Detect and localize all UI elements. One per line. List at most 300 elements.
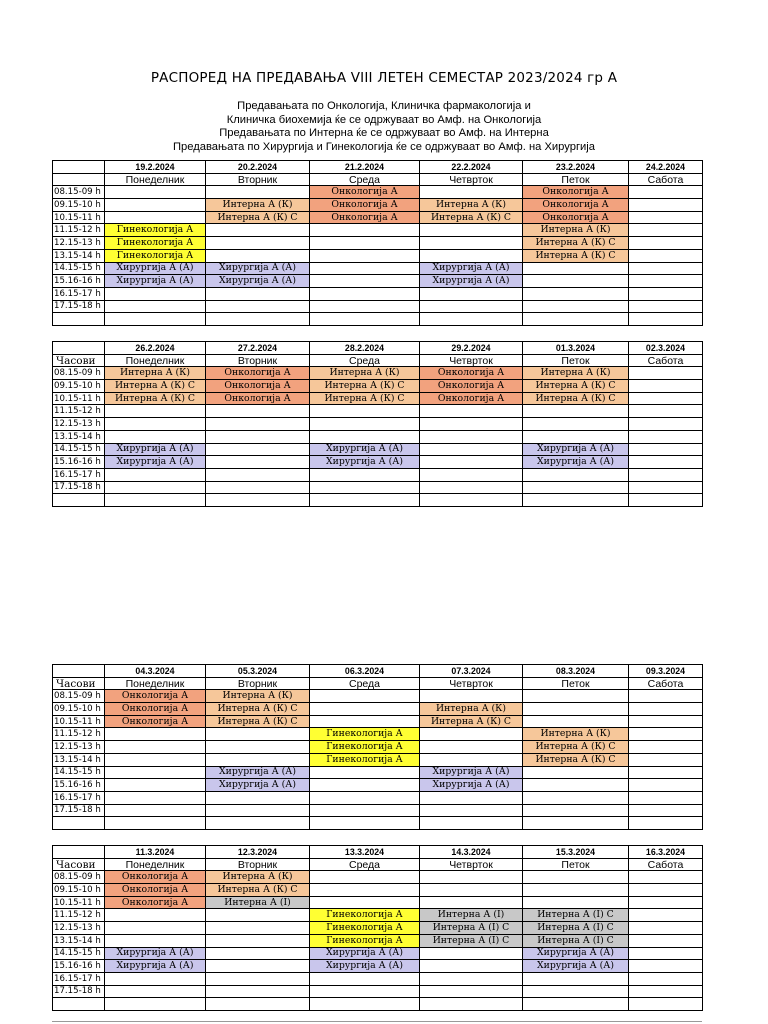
empty-cell (420, 430, 523, 443)
empty-cell (420, 224, 523, 237)
note-line: Клиничка биохемија ќе се одржуваат во Амф. на Онкологија (226, 113, 542, 126)
empty-cell (420, 804, 523, 817)
empty-cell (629, 934, 703, 947)
empty-cell (206, 934, 310, 947)
empty-cell (629, 300, 703, 313)
lecture-cell: Интерна А (К) (105, 367, 206, 380)
day-cell: Понеделник (105, 858, 206, 871)
empty-cell (310, 249, 420, 262)
empty-cell (420, 481, 523, 494)
empty-cell (206, 728, 310, 741)
empty-cell (523, 430, 629, 443)
time-cell: 16.15-17 h (53, 287, 105, 300)
time-cell: 10.15-11 h (53, 392, 105, 405)
empty-cell (629, 728, 703, 741)
empty-cell (105, 972, 206, 985)
empty-cell (629, 741, 703, 754)
time-slot-row (53, 871, 703, 884)
note-line: Предавањата по Онкологија, Клиничка фармакологија и (237, 100, 531, 112)
day-cell: Сабота (629, 858, 703, 871)
empty-cell (206, 224, 310, 237)
empty-cell (105, 494, 206, 507)
lecture-cell: Хирургија А (А) (206, 275, 310, 288)
empty-cell (629, 804, 703, 817)
empty-cell (206, 985, 310, 998)
empty-cell (206, 300, 310, 313)
time-slot-row (53, 715, 703, 728)
time-slot-row (53, 791, 703, 804)
empty-cell (420, 998, 523, 1011)
dates-row (53, 342, 703, 355)
empty-cell (523, 405, 629, 418)
days-row (53, 354, 703, 367)
empty-cell (629, 703, 703, 716)
time-cell: 14.15-15 h (53, 947, 105, 960)
empty-cell (310, 766, 420, 779)
empty-cell (523, 494, 629, 507)
empty-cell (629, 405, 703, 418)
empty-cell (310, 703, 420, 716)
empty-cell (310, 985, 420, 998)
date-cell: 07.3.2024 (420, 665, 523, 678)
time-slot-row (53, 468, 703, 481)
hours-header: Часови (53, 858, 105, 871)
lecture-cell: Интерна А (К) С (420, 715, 523, 728)
empty-cell (310, 262, 420, 275)
empty-cell (629, 766, 703, 779)
empty-cell (105, 300, 206, 313)
lecture-cell: Хирургија А (А) (206, 262, 310, 275)
date-cell: 22.2.2024 (420, 161, 523, 174)
time-cell: 15.16-16 h (53, 960, 105, 973)
date-cell: 23.2.2024 (523, 161, 629, 174)
empty-cell (420, 313, 523, 326)
empty-cell (629, 392, 703, 405)
lecture-cell: Хирургија А (А) (105, 275, 206, 288)
time-cell: 16.15-17 h (53, 791, 105, 804)
empty-cell (523, 985, 629, 998)
empty-cell (523, 287, 629, 300)
date-cell: 16.3.2024 (629, 846, 703, 859)
lecture-cell: Онкологија А (206, 380, 310, 393)
lecture-cell: Интерна А (К) С (420, 211, 523, 224)
empty-cell (629, 468, 703, 481)
empty-cell (206, 753, 310, 766)
time-cell: 08.15-09 h (53, 186, 105, 199)
empty-cell (310, 690, 420, 703)
lecture-cell: Онкологија А (310, 199, 420, 212)
empty-cell (420, 960, 523, 973)
empty-cell (523, 275, 629, 288)
empty-cell (523, 715, 629, 728)
empty-cell (523, 481, 629, 494)
empty-cell (105, 741, 206, 754)
time-cell: 16.15-17 h (53, 972, 105, 985)
time-cell: 08.15-09 h (53, 690, 105, 703)
lecture-cell: Интерна А (К) (523, 728, 629, 741)
lecture-cell: Интерна А (I) С (523, 922, 629, 935)
lecture-cell: Хирургија А (А) (420, 275, 523, 288)
empty-cell (105, 481, 206, 494)
lecture-cell: Онкологија А (310, 211, 420, 224)
hours-header: Часови (53, 677, 105, 690)
time-slot-row (53, 766, 703, 779)
empty-cell (310, 972, 420, 985)
lecture-cell: Онкологија А (420, 380, 523, 393)
time-slot-row (53, 199, 703, 212)
time-slot-row (53, 909, 703, 922)
time-cell (53, 494, 105, 507)
empty-cell (206, 998, 310, 1011)
time-cell: 13.15-14 h (53, 934, 105, 947)
empty-cell (420, 287, 523, 300)
day-cell: Петок (523, 354, 629, 367)
lecture-cell: Интерна А (К) (420, 199, 523, 212)
day-cell: Понеделник (105, 173, 206, 186)
day-cell: Вторник (206, 354, 310, 367)
empty-cell (310, 287, 420, 300)
day-cell: Вторник (206, 677, 310, 690)
lecture-cell: Интерна А (К) (523, 367, 629, 380)
empty-cell (420, 249, 523, 262)
empty-cell (206, 960, 310, 973)
day-cell: Четврток (420, 354, 523, 367)
empty-cell (523, 468, 629, 481)
empty-cell (523, 791, 629, 804)
lecture-cell: Хирургија А (А) (105, 443, 206, 456)
day-cell: Понеделник (105, 677, 206, 690)
empty-cell (206, 249, 310, 262)
empty-cell (310, 224, 420, 237)
empty-cell (629, 922, 703, 935)
empty-cell (420, 947, 523, 960)
lecture-cell: Онкологија А (105, 884, 206, 897)
empty-cell (523, 690, 629, 703)
empty-cell (206, 468, 310, 481)
dates-row (53, 846, 703, 859)
date-cell: 20.2.2024 (206, 161, 310, 174)
empty-cell (629, 199, 703, 212)
lecture-cell: Онкологија А (206, 367, 310, 380)
time-cell: 13.15-14 h (53, 249, 105, 262)
day-cell: Вторник (206, 173, 310, 186)
lecture-cell: Онкологија А (105, 896, 206, 909)
empty-cell (629, 313, 703, 326)
empty-cell (105, 211, 206, 224)
empty-cell (206, 494, 310, 507)
time-cell: 11.15-12 h (53, 909, 105, 922)
time-slot-row (53, 947, 703, 960)
empty-cell (206, 418, 310, 431)
day-cell: Сабота (629, 677, 703, 690)
empty-cell (629, 456, 703, 469)
lecture-cell: Интерна А (I) (420, 909, 523, 922)
time-cell: 12.15-13 h (53, 922, 105, 935)
time-slot-row (53, 494, 703, 507)
lecture-cell: Онкологија А (105, 690, 206, 703)
lecture-cell: Гинекологија А (310, 922, 420, 935)
empty-cell (523, 817, 629, 830)
lecture-cell: Интерна А (К) С (206, 715, 310, 728)
lecture-cell: Хирургија А (А) (523, 456, 629, 469)
time-slot-row (53, 779, 703, 792)
day-cell: Сабота (629, 173, 703, 186)
lecture-cell: Онкологија А (105, 703, 206, 716)
lecture-cell: Гинекологија А (310, 909, 420, 922)
day-cell: Четврток (420, 858, 523, 871)
empty-cell (105, 287, 206, 300)
time-slot-row (53, 703, 703, 716)
empty-cell (310, 405, 420, 418)
empty-cell (629, 494, 703, 507)
date-cell: 11.3.2024 (105, 846, 206, 859)
empty-cell (310, 817, 420, 830)
lecture-cell: Онкологија А (206, 392, 310, 405)
lecture-cell: Интерна А (К) С (523, 249, 629, 262)
corner-cell (53, 665, 105, 678)
lecture-cell: Хирургија А (А) (310, 443, 420, 456)
day-cell: Среда (310, 677, 420, 690)
lecture-cell: Хирургија А (А) (310, 456, 420, 469)
time-slot-row (53, 456, 703, 469)
empty-cell (629, 871, 703, 884)
time-cell: 14.15-15 h (53, 766, 105, 779)
empty-cell (629, 690, 703, 703)
time-cell (53, 313, 105, 326)
empty-cell (310, 275, 420, 288)
empty-cell (206, 817, 310, 830)
empty-cell (105, 791, 206, 804)
date-cell: 02.3.2024 (629, 342, 703, 355)
time-slot-row (53, 405, 703, 418)
time-cell: 09.15-10 h (53, 380, 105, 393)
lecture-cell: Онкологија А (420, 392, 523, 405)
lecture-cell: Онкологија А (310, 186, 420, 199)
lecture-cell: Интерна А (К) (310, 367, 420, 380)
empty-cell (206, 430, 310, 443)
empty-cell (105, 468, 206, 481)
empty-cell (310, 715, 420, 728)
empty-cell (105, 998, 206, 1011)
empty-cell (206, 922, 310, 935)
lecture-cell: Онкологија А (523, 211, 629, 224)
lecture-cell: Хирургија А (А) (105, 262, 206, 275)
empty-cell (523, 871, 629, 884)
time-slot-row (53, 922, 703, 935)
empty-cell (105, 728, 206, 741)
lecture-cell: Гинекологија А (310, 934, 420, 947)
time-slot-row (53, 690, 703, 703)
empty-cell (629, 817, 703, 830)
lecture-cell: Интерна А (К) С (523, 392, 629, 405)
time-cell (53, 817, 105, 830)
time-cell: 15.16-16 h (53, 779, 105, 792)
date-cell: 04.3.2024 (105, 665, 206, 678)
empty-cell (105, 779, 206, 792)
empty-cell (105, 922, 206, 935)
time-cell: 10.15-11 h (53, 715, 105, 728)
empty-cell (523, 300, 629, 313)
time-cell: 09.15-10 h (53, 199, 105, 212)
date-cell: 05.3.2024 (206, 665, 310, 678)
lecture-cell: Онкологија А (105, 871, 206, 884)
empty-cell (310, 468, 420, 481)
empty-cell (310, 998, 420, 1011)
lecture-cell: Онкологија А (523, 199, 629, 212)
date-cell: 26.2.2024 (105, 342, 206, 355)
empty-cell (420, 741, 523, 754)
lecture-cell: Интерна А (К) С (523, 380, 629, 393)
time-cell: 10.15-11 h (53, 211, 105, 224)
time-cell: 11.15-12 h (53, 405, 105, 418)
time-cell: 17.15-18 h (53, 300, 105, 313)
time-slot-row (53, 237, 703, 250)
date-cell: 29.2.2024 (420, 342, 523, 355)
lecture-cell: Хирургија А (А) (420, 779, 523, 792)
lecture-cell: Интерна А (К) С (206, 703, 310, 716)
time-cell: 11.15-12 h (53, 224, 105, 237)
lecture-cell: Интерна А (К) С (105, 392, 206, 405)
empty-cell (629, 715, 703, 728)
note-line: Предавањата по Интерна ќе се одржуваат во Амф. на Интерна (219, 127, 549, 140)
empty-cell (206, 947, 310, 960)
day-cell: Понеделник (105, 354, 206, 367)
empty-cell (629, 262, 703, 275)
time-slot-row (53, 896, 703, 909)
day-cell: Петок (523, 173, 629, 186)
date-cell: 13.3.2024 (310, 846, 420, 859)
empty-cell (420, 456, 523, 469)
empty-cell (629, 972, 703, 985)
empty-cell (523, 703, 629, 716)
lecture-cell: Интерна А (К) (420, 703, 523, 716)
time-cell: 12.15-13 h (53, 741, 105, 754)
day-cell: Четврток (420, 173, 523, 186)
lecture-cell: Интерна А (I) С (420, 934, 523, 947)
empty-cell (206, 791, 310, 804)
lecture-cell: Хирургија А (А) (105, 960, 206, 973)
date-cell: 15.3.2024 (523, 846, 629, 859)
lecture-cell: Онкологија А (523, 186, 629, 199)
empty-cell (629, 791, 703, 804)
notes (0, 100, 768, 154)
empty-cell (310, 237, 420, 250)
empty-cell (523, 779, 629, 792)
time-cell: 08.15-09 h (53, 367, 105, 380)
week-table (52, 845, 703, 1011)
lecture-cell: Интерна А (К) (523, 224, 629, 237)
time-slot-row (53, 275, 703, 288)
date-cell: 09.3.2024 (629, 665, 703, 678)
lecture-cell: Хирургија А (А) (523, 947, 629, 960)
empty-cell (310, 896, 420, 909)
empty-cell (420, 896, 523, 909)
lecture-cell: Хирургија А (А) (206, 766, 310, 779)
time-slot-row (53, 262, 703, 275)
time-cell: 11.15-12 h (53, 728, 105, 741)
time-cell: 12.15-13 h (53, 237, 105, 250)
time-cell: 17.15-18 h (53, 804, 105, 817)
lecture-cell: Хирургија А (А) (105, 456, 206, 469)
lecture-cell: Интерна А (К) С (310, 380, 420, 393)
time-slot-row (53, 817, 703, 830)
time-slot-row (53, 960, 703, 973)
lecture-cell: Гинекологија А (310, 753, 420, 766)
empty-cell (629, 380, 703, 393)
empty-cell (629, 998, 703, 1011)
empty-cell (206, 741, 310, 754)
empty-cell (310, 481, 420, 494)
empty-cell (420, 494, 523, 507)
date-cell: 08.3.2024 (523, 665, 629, 678)
lecture-cell: Интерна А (I) С (523, 909, 629, 922)
lecture-cell: Интерна А (К) С (523, 237, 629, 250)
empty-cell (629, 985, 703, 998)
empty-cell (629, 287, 703, 300)
empty-cell (105, 405, 206, 418)
date-cell: 19.2.2024 (105, 161, 206, 174)
empty-cell (420, 972, 523, 985)
empty-cell (206, 237, 310, 250)
page-title: РАСПОРЕД НА ПРЕДАВАЊА VIII ЛЕТЕН СЕМЕСТАР 2023/2024 гр А (150, 70, 618, 86)
time-slot-row (53, 367, 703, 380)
time-cell: 09.15-10 h (53, 703, 105, 716)
day-cell: Четврток (420, 677, 523, 690)
date-cell: 27.2.2024 (206, 342, 310, 355)
lecture-cell: Интерна А (К) (206, 199, 310, 212)
week-table (52, 341, 703, 507)
time-slot-row (53, 998, 703, 1011)
time-slot-row (53, 380, 703, 393)
empty-cell (629, 909, 703, 922)
empty-cell (206, 287, 310, 300)
time-cell: 15.16-16 h (53, 275, 105, 288)
time-slot-row (53, 300, 703, 313)
lecture-cell: Интерна А (К) С (206, 884, 310, 897)
empty-cell (310, 884, 420, 897)
time-slot-row (53, 972, 703, 985)
empty-cell (206, 443, 310, 456)
lecture-cell: Гинекологија А (105, 224, 206, 237)
time-slot-row (53, 481, 703, 494)
time-slot-row (53, 392, 703, 405)
lecture-cell: Хирургија А (А) (310, 960, 420, 973)
empty-cell (310, 418, 420, 431)
time-slot-row (53, 985, 703, 998)
dates-row (53, 161, 703, 174)
empty-cell (420, 985, 523, 998)
empty-cell (420, 418, 523, 431)
empty-cell (629, 884, 703, 897)
empty-cell (310, 494, 420, 507)
empty-cell (420, 405, 523, 418)
empty-cell (629, 443, 703, 456)
empty-cell (629, 481, 703, 494)
time-cell: 13.15-14 h (53, 430, 105, 443)
time-cell: 12.15-13 h (53, 418, 105, 431)
time-slot-row (53, 249, 703, 262)
empty-cell (206, 909, 310, 922)
dates-row (53, 665, 703, 678)
time-cell: 08.15-09 h (53, 871, 105, 884)
days-row (53, 173, 703, 186)
lecture-cell: Интерна А (I) С (523, 934, 629, 947)
time-cell: 14.15-15 h (53, 262, 105, 275)
empty-cell (523, 998, 629, 1011)
time-slot-row (53, 934, 703, 947)
date-cell: 24.2.2024 (629, 161, 703, 174)
empty-cell (206, 313, 310, 326)
